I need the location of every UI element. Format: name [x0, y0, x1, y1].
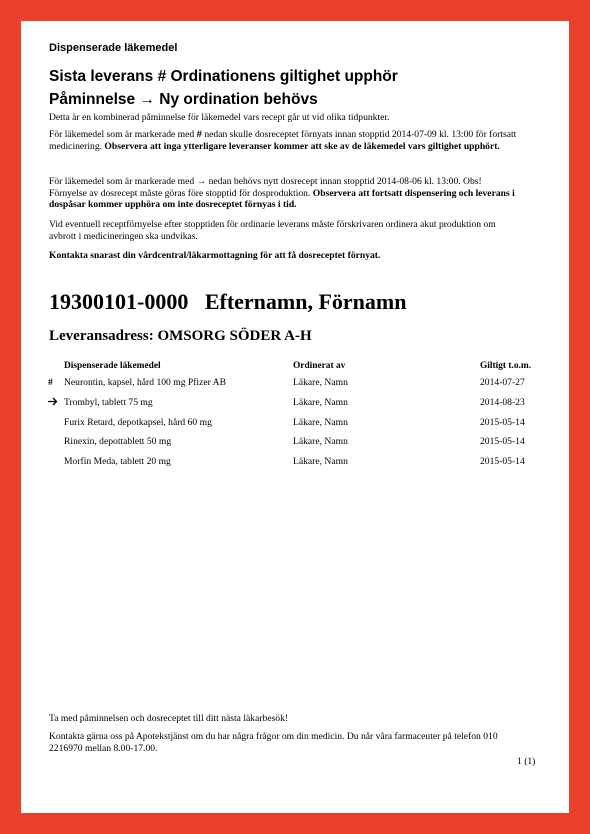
column-header-medicine: Dispenserade läkemedel [64, 361, 161, 371]
arrow-paragraph: För läkemedel som är markerade med → nedan behövs nytt dosrecept innan stopptid 2014-08-06 kl. 13:00. Obs! Förnyelse av dosrecept måste göras före stopptid för dosproduktion. Observera att fortsatt dispensering och leverans i dospåsar kommer upphöra om inte dosreceptet förnyas i tid. [49, 176, 515, 211]
column-header-ordered-by: Ordinerat av [293, 361, 346, 371]
row-hash-mark: # [48, 377, 53, 388]
document-type-label: Dispenserade läkemedel [49, 42, 178, 54]
column-header-valid-until: Giltigt t.o.m. [480, 361, 532, 371]
row-ordered-by: Läkare, Namn [293, 377, 348, 388]
document-page [21, 21, 569, 813]
row-ordered-by: Läkare, Namn [293, 396, 348, 408]
row-ordered-by: Läkare, Namn [293, 456, 348, 468]
footer-contact: Kontakta gärna oss på Apotekstjänst om du har några frågor om din medicin. Du når våra farmaceuter på telefon 010 2216970 mellan 8.00-17.00. [49, 731, 498, 754]
row-valid-until: 2015-05-14 [480, 456, 525, 468]
delivery-address: Leveransadress: OMSORG SÖDER A-H [49, 328, 312, 344]
row-medicine: Trombyl, tablett 75 mg [64, 396, 153, 408]
row-arrow-icon [48, 397, 60, 408]
heading-reminder: Påminnelse → Ny ordination behövs [49, 91, 318, 108]
row-medicine: Furix Retard, depotkapsel, hård 60 mg [64, 416, 212, 428]
row-valid-until: 2014-07-27 [480, 377, 525, 388]
hash-mark: # [196, 129, 202, 140]
row-ordered-by: Läkare, Namn [293, 436, 348, 448]
renewal-paragraph: Vid eventuell receptförnyelse efter stopptiden för ordinarie leverans måste förskrivaren ordinera akut produktion om avbrott i medicineringen ska undvikas. [49, 219, 496, 242]
row-medicine: Neurontin, kapsel, hård 100 mg Pfizer AB [64, 377, 226, 388]
page-number: 1 (1) [517, 756, 536, 767]
row-medicine: Morfin Meda, tablett 20 mg [64, 456, 171, 468]
footer-note: Ta med påminnelsen och dosreceptet till ditt nästa läkarbesök! [49, 713, 289, 724]
patient-id: 19300101-0000 [49, 289, 189, 314]
row-medicine: Rinexin, depottablett 50 mg [64, 436, 172, 448]
row-valid-until: 2014-08-23 [480, 396, 525, 408]
patient-name: Efternamn, Förnamn [204, 289, 407, 314]
row-ordered-by: Läkare, Namn [293, 416, 348, 428]
row-valid-until: 2015-05-14 [480, 416, 525, 428]
intro-paragraph: Detta är en kombinerad påminnelse för läkemedel vars recept går ut vid olika tidpunkter. [49, 112, 390, 123]
heading-last-delivery: Sista leverans # Ordinationens giltighet upphör [49, 68, 398, 85]
patient-heading [49, 289, 406, 315]
contact-paragraph: Kontakta snarast din vårdcentral/läkarmottagning för att få dosreceptet förnyat. [49, 250, 381, 261]
arrow-mark: → [196, 176, 207, 187]
row-valid-until: 2015-05-14 [480, 436, 525, 448]
hash-paragraph: För läkemedel som är markerade med # nedan skulle dosreceptet förnyats innan stopptid 2014-07-09 kl. 13:00 för fortsatt medicinering. Observera att inga ytterligare leveranser kommer att ske av de läkemedel vars giltighet upphört. [49, 129, 517, 152]
